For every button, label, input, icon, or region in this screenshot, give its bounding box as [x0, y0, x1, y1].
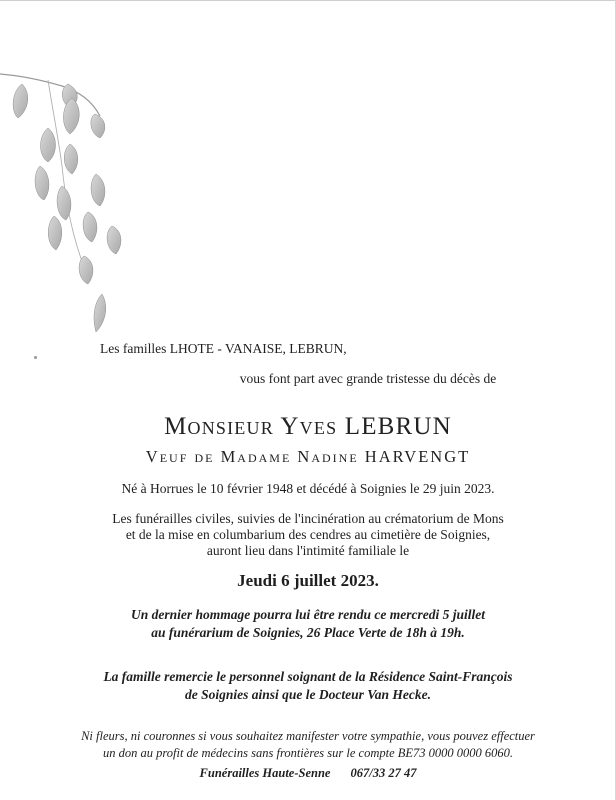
scan-speck: [34, 356, 37, 359]
funeral-line-2: et de la mise en columbarium des cendres au cimetière de Soignies,: [125, 527, 491, 542]
announcement-line: vous font part avec grande tristesse du décès de: [239, 371, 497, 386]
funeral-line-3: auront lieu dans l'intimité familiale le: [206, 543, 410, 558]
leaf-branch-icon: [0, 56, 140, 346]
undertaker-line: [0, 766, 616, 781]
homage-line-1: Un dernier hommage pourra lui être rendu ce mercredi 5 juillet: [130, 607, 485, 622]
thanks-line-1: La famille remercie le personnel soignant de la Résidence Saint-François: [103, 669, 513, 684]
undertaker-name: Funérailles Haute-Senne: [199, 766, 331, 780]
flowers-line-2: un don au profit de médecins sans frontières sur le compte BE73 0000 0000 6060.: [102, 746, 514, 760]
families-line: Les familles LHOTE - VANAISE, LEBRUN,: [100, 341, 347, 356]
deceased-name: Monsieur Yves LEBRUN: [164, 413, 452, 440]
funeral-line-1: Les funérailles civiles, suivies de l'incinération au crématorium de Mons: [112, 511, 504, 526]
widower-of: Veuf de Madame Nadine HARVENGT: [145, 447, 471, 466]
birth-death-line: Né à Horrues le 10 février 1948 et décédé à Soignies le 29 juin 2023.: [121, 481, 495, 496]
flowers-line-1: Ni fleurs, ni couronnes si vous souhaitez manifester votre sympathie, vous pouvez effectuer: [81, 729, 535, 743]
funeral-date: Jeudi 6 juillet 2023.: [237, 571, 379, 590]
homage-line-2: au funérarium de Soignies, 26 Place Verte de 18h à 19h.: [151, 625, 465, 640]
undertaker-phone: 067/33 27 47: [350, 766, 417, 780]
thanks-line-2: de Soignies ainsi que le Docteur Van Hecke.: [185, 687, 431, 702]
